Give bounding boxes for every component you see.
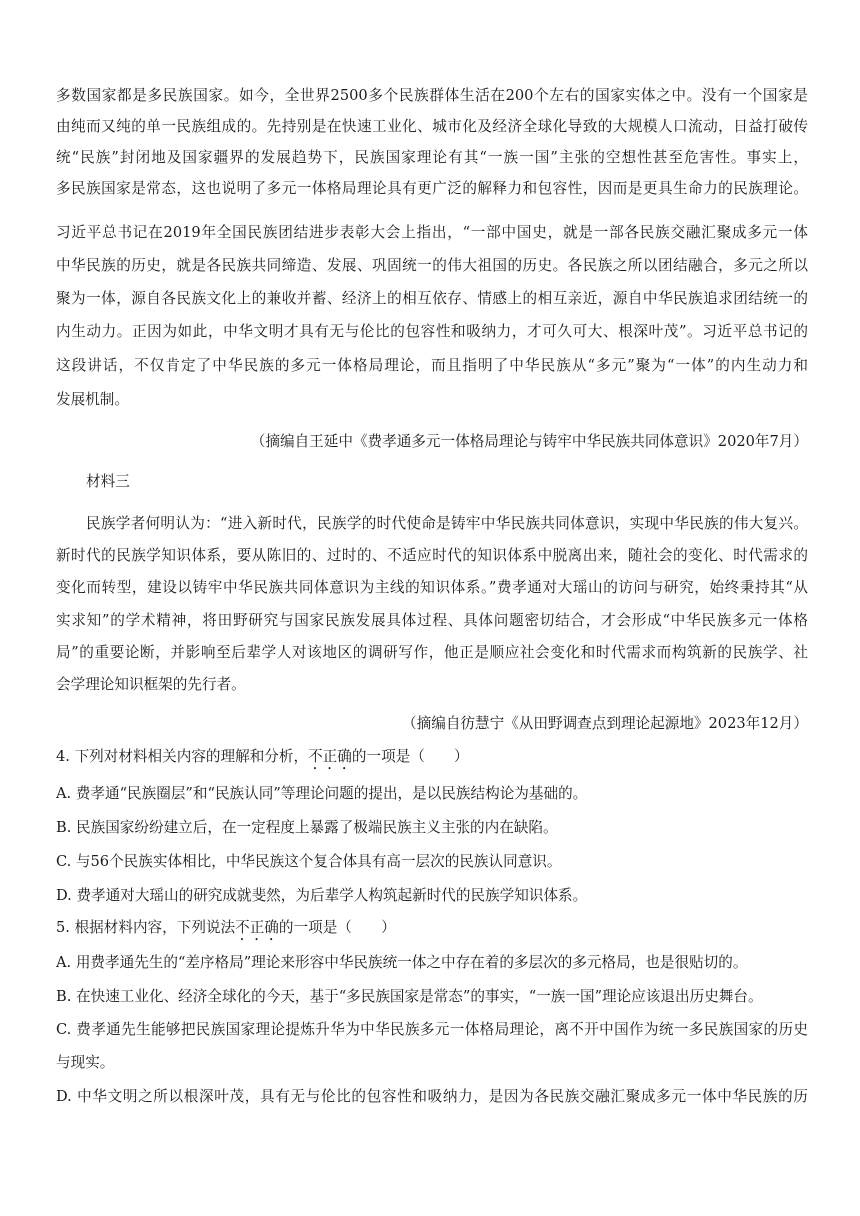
paragraph-line: 变化而转型，建设以铸牢中华民族共同体意识为主线的知识体系。”费孝通对大瑶山的访问与研究，始终秉持其“从 (56, 579, 808, 596)
emphasized-text: 不正确 (308, 748, 352, 765)
question-stem-text: 的一项是（ ） (351, 748, 469, 765)
option-d[interactable]: D. 费孝通对大瑶山的研究成就斐然，为后辈学人构筑起新时代的民族学知识体系。 (56, 887, 588, 904)
paragraph-line: 这段讲话，不仅肯定了中华民族的多元一体格局理论，而且指明了中华民族从“多元”聚为“一体”的内生动力和 (56, 357, 808, 374)
paragraph-line: 多民族国家是常态，这也说明了多元一体格局理论具有更广泛的解释力和包容性，因而是更具生命力的民族理论。 (56, 180, 808, 197)
option-b[interactable]: B. 在快速工业化、经济全球化的今天，基于“多民族国家是常态”的事实，“一族一国”理论应该退出历史舞台。 (56, 988, 763, 1005)
option-c[interactable]: C. 与56个民族实体相比，中华民族这个复合体具有高一层次的民族认同意识。 (56, 853, 562, 870)
question-5-stem (56, 918, 808, 944)
paragraph-line: 多数国家都是多民族国家。如今，全世界2500多个民族群体生活在200个左右的国家实体之中。没有一个国家是 (56, 87, 808, 104)
question-4-stem (56, 747, 808, 773)
paragraph-line: 发展机制。 (56, 391, 129, 408)
paragraph-line: 局”的重要论断，并影响至后辈学人对该地区的调研写作，他正是顺应社会变化和时代需求而构筑新的民族学、社 (56, 644, 808, 661)
paragraph-line: 习近平总书记在2019年全国民族团结进步表彰大会上指出，“一部中国史，就是一部各民族交融汇聚成多元一体 (56, 224, 808, 241)
option-a[interactable]: A. 用费孝通先生的“差序格局”理论来形容中华民族统一体之中存在着的多层次的多元格局，也是很贴切的。 (56, 954, 748, 971)
option-d[interactable]: D. 中华文明之所以根深叶茂，具有无与伦比的包容性和吸纳力，是因为各民族交融汇聚成多元一体中华民族的历 (56, 1088, 808, 1105)
paragraph-line: 会学理论知识框架的先行者。 (56, 676, 246, 693)
option-c-continued: 与现实。 (56, 1054, 115, 1071)
question-stem-text: 的一项是（ ） (278, 919, 396, 936)
question-stem-text: 5. 根据材料内容，下列说法 (56, 919, 236, 936)
paragraph-line: 中华民族的历史，就是各民族共同缔造、发展、巩固统一的伟大祖国的历史。各民族之所以团结融合，多元之所以 (56, 257, 808, 274)
paragraph-line: 由纯而又纯的单一民族组成的。先持别是在快速工业化、城市化及经济全球化导致的大规模人口流动，日益打破传 (56, 118, 808, 135)
source-citation: （摘编自王延中《费孝通多元一体格局理论与铸牢中华民族共同体意识》2020年7月） (250, 433, 808, 450)
option-a[interactable]: A. 费孝通“民族圈层”和“民族认同”等理论问题的提出，是以民族结构论为基础的。 (56, 785, 588, 802)
source-citation: （摘编自彷慧宁《从田野调查点到理论起源地》2023年12月） (402, 715, 808, 732)
paragraph-line: 内生动力。正因为如此，中华文明才具有无与伦比的包容性和吸纳力，才可久可大、根深叶茂”。习近平总书记的 (56, 323, 808, 340)
option-c[interactable]: C. 费孝通先生能够把民族国家理论提炼升华为中华民族多元一体格局理论，离不开中国作为统一多民族国家的历史 (56, 1021, 808, 1038)
paragraph-line: 民族学者何明认为：“进入新时代，民族学的时代使命是铸牢中华民族共同体意识，实现中华民族的伟大复兴。 (86, 515, 808, 532)
paragraph-line: 聚为一体，源自各民族文化上的兼收并蓄、经济上的相互依存、情感上的相互亲近，源自中华民族追求团结统一的 (56, 290, 808, 307)
question-stem-text: 4. 下列对材料相关内容的理解和分析， (56, 748, 309, 765)
section-heading: 材料三 (86, 473, 130, 490)
emphasized-text: 不正确 (235, 919, 279, 936)
paragraph-line: 新时代的民族学知识体系，要从陈旧的、过时的、不适应时代的知识体系中脱离出来，随社会的变化、时代需求的 (56, 547, 808, 564)
option-b[interactable]: B. 民族国家纷纷建立后，在一定程度上暴露了极端民族主义主张的内在缺陷。 (56, 819, 558, 836)
paragraph-line: 统“民族”封闭地及国家疆界的发展趋势下，民族国家理论有其“一族一国”主张的空想性甚至危害性。事实上， (56, 149, 808, 166)
paragraph-line: 实求知”的学术精神，将田野研究与国家民族发展具体过程、具体问题密切结合，才会形成“中华民族多元一体格 (56, 612, 808, 629)
